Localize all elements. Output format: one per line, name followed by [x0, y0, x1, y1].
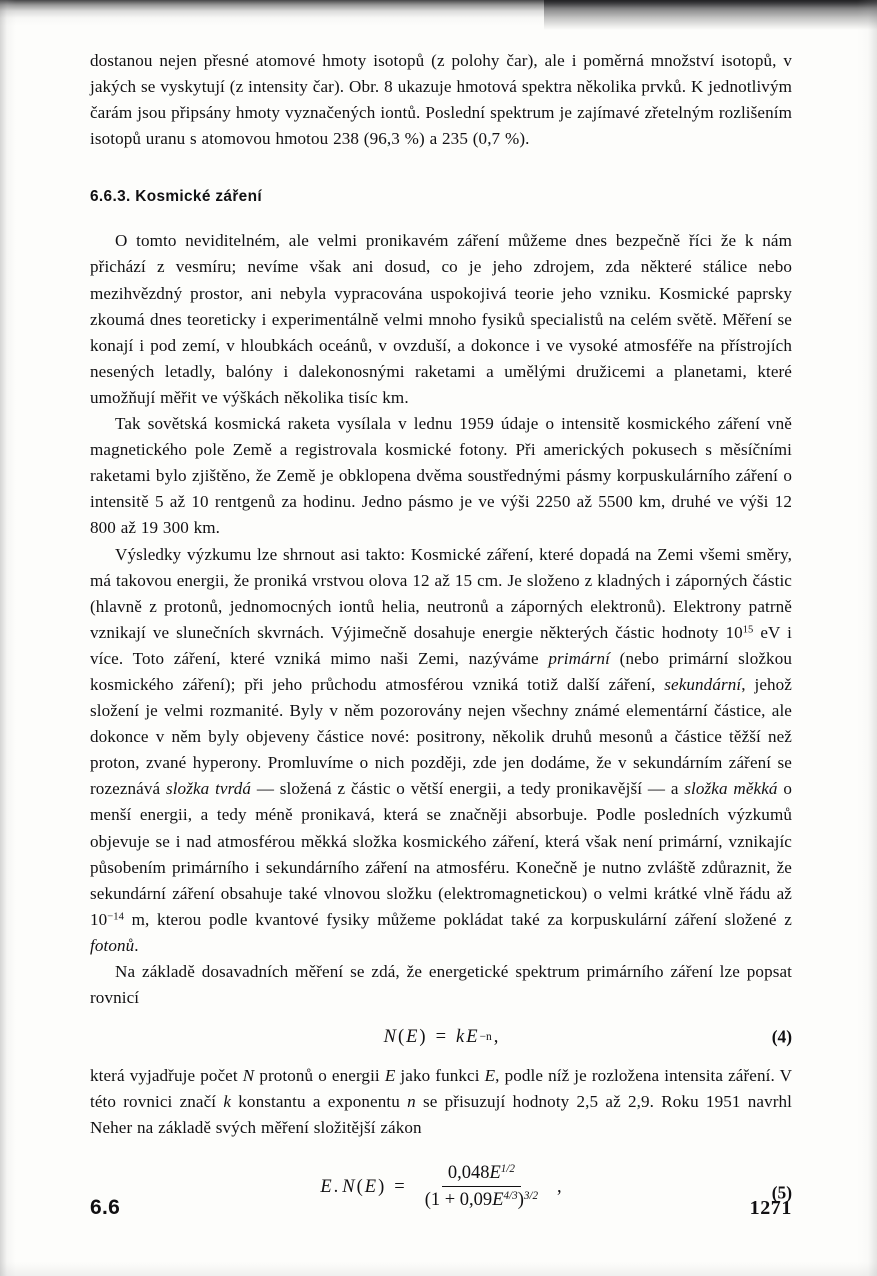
- eq4-k: k: [456, 1026, 465, 1047]
- exponent-10-15: 15: [742, 624, 754, 636]
- italic-symbol-E-2: E: [484, 1066, 496, 1086]
- eq4-equals: =: [435, 1026, 447, 1047]
- equation-4-number: (4): [771, 1026, 792, 1047]
- text-run: která vyjadřuje počet: [90, 1066, 243, 1086]
- eq5-E: E: [320, 1176, 332, 1197]
- eq5-close-paren: ): [378, 1176, 385, 1197]
- paragraph-equation-explanation: [90, 1063, 792, 1141]
- text-run: (nebo primární složkou kosmického záření); při jeho průchodu atmosférou vzniká totiž další záření,: [90, 648, 793, 694]
- page-content: [90, 48, 792, 1233]
- eq5-num-exponent: 1/2: [500, 1163, 515, 1176]
- eq5-den-variable: E: [492, 1190, 504, 1211]
- eq5-den-outer-exp-bottom: 2: [532, 1190, 539, 1203]
- footer-section-number: 6.6: [90, 1196, 121, 1219]
- eq4-E-arg: E: [406, 1026, 418, 1047]
- scan-edge-shadow-bottom: [0, 1262, 877, 1276]
- scan-edge-shadow-left: [0, 0, 16, 1276]
- text-run: jako funkci: [395, 1066, 485, 1086]
- footer-page-number: 1271: [749, 1197, 792, 1219]
- eq5-numerator: [442, 1163, 521, 1187]
- text-run: se přisuzují hodnoty 2,5 až 2,9. Roku 1951 navrhl Neher na základě svých měření složitější zákon: [90, 1092, 793, 1138]
- scan-edge-shadow-top-right: [544, 0, 877, 34]
- exponent-10-minus-14: −14: [107, 911, 124, 923]
- paragraph-research-results: [90, 542, 792, 960]
- paragraph-cosmic-rays-intro: O tomto neviditelném, ale velmi pronikavém záření můžeme dnes bezpečně říci že k nám přichází z vesmíru; nevíme však ani dosud, co je jeho zdrojem, zda některé stálice nebo mezihvězdný prostor, ani nebyla vypracována uspokojivá teorie jeho vzniku. Kosmické paprsky zkoumá dnes teoreticky i experimentálně velmi mnoho fysiků specialistů na celém světě. Měření se konají i pod zemí, v hloubkách oceánů, v ovzduší, a dokonce i ve vysoké atmosféře na přístrojích nesených letadly, balóny i dalekonosnými raketami a umělými družicemi a planetami, které umožňují měřit ve výškách několika tisíc km.: [90, 231, 792, 407]
- eq5-open-paren: (: [356, 1176, 363, 1197]
- eq5-E-arg: E: [364, 1176, 377, 1197]
- text-run: — složená z částic o větší energii, a tedy pronikavější — a: [251, 779, 685, 799]
- eq5-equals: =: [394, 1176, 405, 1197]
- eq5-num-variable: E: [489, 1163, 501, 1184]
- spacer-after-heading: [90, 206, 792, 228]
- eq5-den-close: ): [517, 1190, 524, 1211]
- equation-4-body: [90, 1011, 792, 1063]
- eq5-den-outer-exponent: 3/2: [523, 1190, 539, 1203]
- text-run: m, kterou podle kvantové fysiky můžeme pokládat také za korpuskulární záření složené z: [123, 909, 792, 929]
- scan-edge-shadow-top: [0, 0, 877, 26]
- equation-5-number: (5): [771, 1182, 792, 1203]
- text-run: konstantu a exponentu: [231, 1092, 408, 1112]
- eq4-close-paren: ): [419, 1026, 426, 1047]
- eq5-num-exp-bottom: 2: [509, 1163, 515, 1176]
- intro-paragraph: dostanou nejen přesné atomové hmoty isotopů (z polohy čar), ale i poměrná množství isotopů, v jakých se vyskytují (z intensity čar). Obr. 8 ukazuje hmotová spektra několika prvků. K jednotlivým čarám jsou připsány hmoty vyznačených iontů. Poslední spektrum je zajímavé zřetelným rozlišením isotopů uranu s atomovou hmotou 238 (96,3 %) a 235 (0,7 %).: [90, 51, 792, 149]
- italic-term-slozka-tvrda: složka tvrdá: [165, 779, 252, 799]
- eq5-den-inner-exponent: 4/3: [503, 1190, 518, 1203]
- italic-symbol-E-1: E: [384, 1066, 396, 1086]
- page-footer: [90, 1196, 792, 1220]
- text-run: o menší energii, a tedy méně pronikavá, která se značněji absorbuje. Podle posledních výzkumů objevuje se i nad atmosférou měkká složka kosmického záření, která však není primární, vznikajíc působením primárního i sekundárního záření na atmosféru. Konečně je nutno zvláště zdůraznit, že sekundární záření obsahuje také vlnovou složku (elektromagnetickou) o velmi krátké vlně řádu až 10: [90, 779, 793, 929]
- text-run: Výsledky výzkumu lze shrnout asi takto: Kosmické záření, které dopadá na Zemi všemi směry, má takovou energii, že proniká vrstvou olova 12 až 15 cm. Je složeno z kladných i záporných částic (hlavně z protonů, jednomocných iontů helia, neutronů a záporných elektronů). Elektrony patrně vznikají ve slunečních skvrnách. Výjimečně dosahuje energie některých částic hodnoty 10: [90, 544, 792, 642]
- equation-4: [90, 1011, 792, 1063]
- eq4-open-paren: (: [397, 1026, 405, 1047]
- eq5-N: N: [342, 1176, 355, 1197]
- scan-edge-shadow-right: [857, 0, 877, 1276]
- eq4-comma: ,: [493, 1026, 499, 1047]
- text-run: .: [134, 935, 139, 955]
- italic-term-sekundarni: sekundární: [664, 674, 742, 694]
- equation-4-math: N ( E ) = k E −n ,: [383, 1026, 499, 1047]
- eq4-N: N: [383, 1026, 396, 1047]
- italic-symbol-N: N: [242, 1066, 255, 1086]
- text-run: protonů o energii: [254, 1066, 385, 1086]
- section-heading: 6.6.3. Kosmické záření: [90, 188, 262, 206]
- italic-term-fotonu: fotonů: [90, 935, 135, 955]
- paragraph-soviet-rocket: Tak sovětská kosmická raketa vysílala v lednu 1959 údaje o intensitě kosmického záření vně magnetického pole Země a registrovala kosmické fotony. Při amerických pokusech s měsíčními raketami bylo zjištěno, že Země je obklopena dvěma soustřednými pásmy korpuskulárního záření o intensitě 5 až 10 rentgenů za hodinu. Jedno pásmo je ve výši 2250 až 5500 km, druhé ve výši 12 800 až 19 300 km.: [90, 414, 792, 538]
- eq5-num-exp-top: 1: [500, 1163, 507, 1176]
- eq5-den-outer-exp-top: 3: [523, 1190, 530, 1203]
- paragraph-spectrum-intro: Na základě dosavadních měření se zdá, že energetické spektrum primárního záření lze popsat rovnicí: [90, 962, 792, 1008]
- eq4-E: E: [466, 1026, 478, 1047]
- italic-term-primarni: primární: [548, 648, 610, 668]
- eq5-comma: ,: [557, 1176, 562, 1197]
- text-run: , jehož složení je velmi rozmanité. Byly v něm pozorovány nejen všechny známé elementární částice, ale dokonce v něm byly objeveny částice nové: positrony, několik druhů mesonů a částice těžší než proton, zvané hyperony. Promluvíme o nich později, zde jen dodáme, že v sekundárním záření se rozeznává: [90, 674, 792, 799]
- eq5-den-open: (1 + 0,09: [424, 1190, 493, 1211]
- italic-symbol-n: n: [407, 1092, 416, 1112]
- text-run: , podle níž je rozložena intensita záření. V této rovnici značí: [90, 1066, 793, 1112]
- italic-term-slozka-mekka: složka měkká: [684, 779, 778, 799]
- text-run: eV i více. Toto záření, které vzniká mimo naši Zemi, nazýváme: [90, 622, 792, 668]
- eq5-num-coefficient: 0,048: [447, 1163, 490, 1184]
- eq5-dot: .: [333, 1176, 339, 1197]
- spacer-before-heading: [90, 152, 792, 188]
- italic-symbol-k: k: [223, 1092, 232, 1112]
- eq5-den-exp-bottom: 3: [512, 1190, 518, 1203]
- eq5-den-exp-top: 4: [503, 1190, 510, 1203]
